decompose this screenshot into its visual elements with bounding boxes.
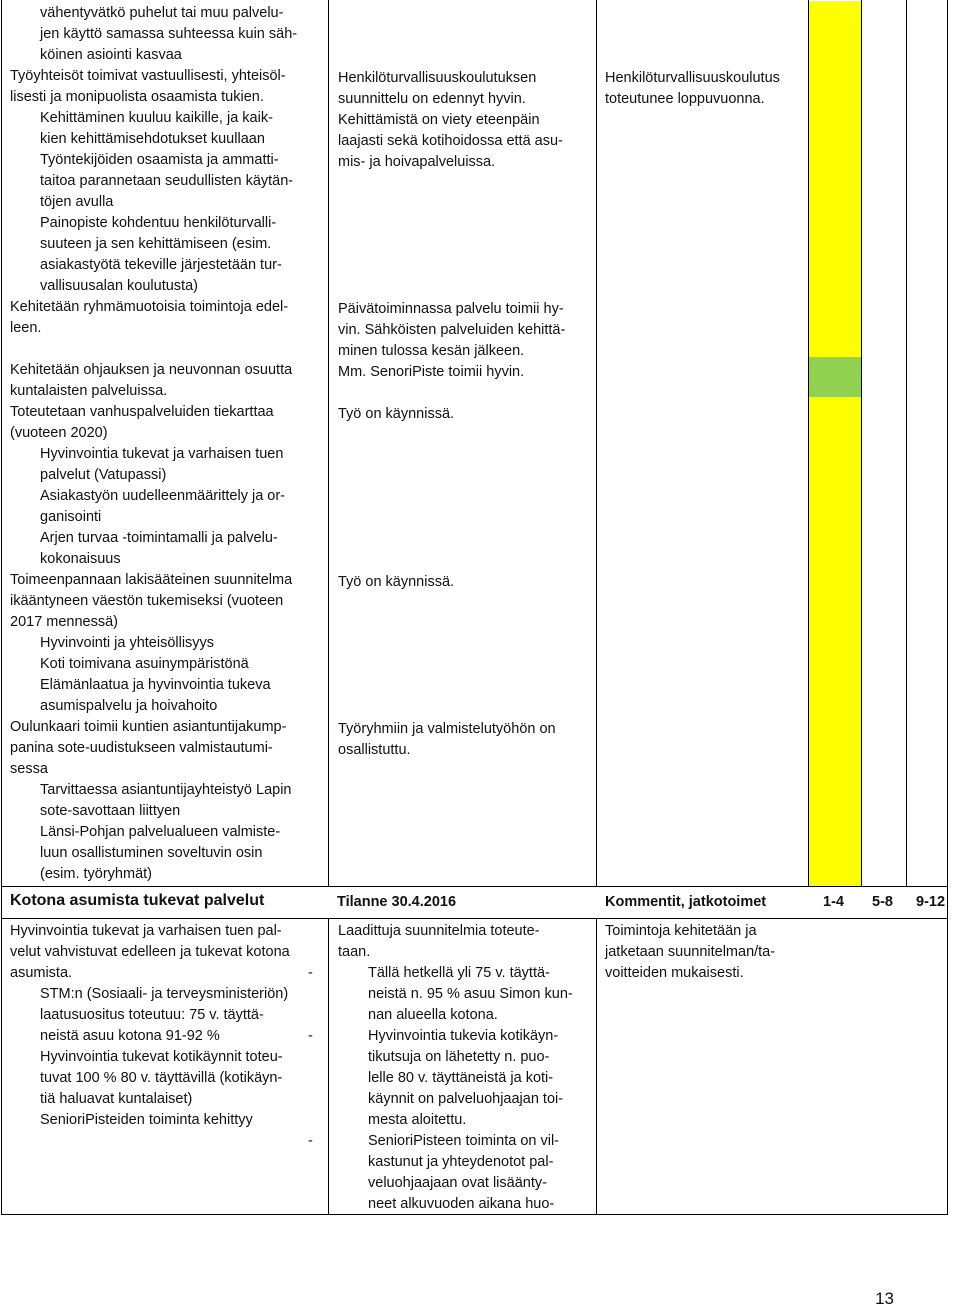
text-line: ganisointi: [40, 509, 102, 525]
table-border: [1, 886, 948, 887]
text-line: suuteen ja sen kehittämiseen (esim.: [40, 236, 272, 252]
text-line: (vuoteen 2020): [10, 425, 108, 441]
text-line: veluohjaajaan ovat lisäänty-: [368, 1175, 547, 1191]
text-line: - Hyvinvointia tukevat ja varhaisen tuen: [10, 444, 297, 465]
text-line: kastunut ja yhteydenotot pal-: [368, 1154, 554, 1170]
text-line: Oulunkaari toimii kuntien asiantuntijakump-: [10, 719, 287, 735]
text-line: taan.: [338, 944, 371, 960]
text-line: - Hyvinvointia tukevia kotikäyn-: [338, 1026, 573, 1047]
text-line: nan alueella kotona.: [368, 1007, 498, 1023]
table-border: [1, 0, 2, 1214]
text-line: mis- ja hoivapalveluissa.: [338, 154, 496, 170]
text-line: palvelut (Vatupassi): [40, 467, 167, 483]
status-cell-yellow: [809, 397, 861, 886]
text-line: jen käyttö samassa suhteessa kuin säh-: [40, 26, 298, 42]
text-line: laatusuositus toteutuu: 75 v. täyttä-: [40, 1007, 264, 1023]
table-border: [596, 918, 597, 1214]
text-line: lisesti ja monipuolista osaamista tukien.: [10, 89, 264, 105]
text-line: suunnittelu on edennyt hyvin.: [338, 91, 526, 107]
text-line: - Länsi-Pohjan palvelualueen valmiste-: [10, 822, 297, 843]
table-border: [861, 0, 862, 886]
goals-column: [10, 3, 297, 885]
text-block: [338, 68, 563, 173]
text-line: (esim. työryhmät): [40, 866, 152, 882]
table-border: [906, 0, 907, 886]
text-line: tikutsuja on lähetetty n. puo-: [368, 1049, 550, 1065]
table-border: [328, 918, 329, 1214]
text-line: - Tarvittaessa asiantuntijayhteistyö Lapin: [10, 780, 297, 801]
text-line: Mm. SenoriPiste toimii hyvin.: [338, 364, 525, 380]
text-line: lelle 80 v. täyttäneistä ja koti-: [368, 1070, 554, 1086]
text-line: jatketaan suunnitelman/ta-: [605, 944, 776, 960]
text-line: Kehitetään ohjauksen ja neuvonnan osuutta: [10, 362, 293, 378]
quarter-header-3: 9-12: [916, 894, 946, 910]
text-line: - Painopiste kohdentuu henkilöturvalli-: [10, 213, 297, 234]
status-column-lower: [338, 921, 573, 1215]
text-line: [10, 339, 297, 360]
text-block: [605, 68, 780, 110]
text-line: - Kehittäminen kuuluu kaikille, ja kaik-: [10, 108, 297, 129]
text-line: - Elämänlaatua ja hyvinvointia tukeva: [10, 675, 297, 696]
text-line: vähentyvätkö puhelut tai muu palvelu-: [40, 5, 284, 21]
text-block: [338, 404, 454, 425]
section-comments-header: Kommentit, jatkotoimet: [605, 894, 767, 910]
text-line: - Hyvinvointi ja yhteisöllisyys: [10, 633, 297, 654]
text-line: kien kehittämisehdotukset kuullaan: [40, 131, 265, 147]
text-line: kuntalaisten palveluissa.: [10, 383, 168, 399]
text-line: Kehitetään ryhmämuotoisia toimintoja edel-: [10, 299, 289, 315]
text-line: - Arjen turvaa -toimintamalli ja palvelu-: [10, 528, 297, 549]
text-line: vin. Sähköisten palveluiden kehittä-: [338, 322, 566, 338]
text-line: voitteiden mukaisesti.: [605, 965, 744, 981]
text-line: leen.: [10, 320, 42, 336]
table-border: [808, 0, 809, 886]
text-line: velut vahvistuvat edelleen ja tukevat kotona: [10, 944, 290, 960]
table-border: [1, 918, 948, 919]
text-line: töjen avulla: [40, 194, 114, 210]
text-line: Työ on käynnissä.: [338, 406, 455, 422]
text-line: Kehittämistä on viety eteenpäin: [338, 112, 540, 128]
text-line: - Tällä hetkellä yli 75 v. täyttä-: [338, 963, 573, 984]
text-line: ikääntyneen väestön tukemiseksi (vuoteen: [10, 593, 284, 609]
text-block: [338, 719, 556, 761]
text-line: 2017 mennessä): [10, 614, 119, 630]
text-line: vallisuusalan koulutusta): [40, 278, 198, 294]
text-line: - STM:n (Sosiaali- ja terveysministeriön): [10, 984, 290, 1005]
text-line: asumispalvelu ja hoivahoito: [40, 698, 218, 714]
text-line: neistä n. 95 % asuu Simon kun-: [368, 986, 573, 1002]
text-block: [338, 362, 524, 383]
text-line: neistä asuu kotona 91-92 %: [40, 1028, 220, 1044]
text-line: neet alkuvuoden aikana huo-: [368, 1196, 555, 1212]
text-line: kokonaisuus: [40, 551, 121, 567]
text-line: Henkilöturvallisuuskoulutus: [605, 70, 780, 86]
text-block: [338, 299, 565, 362]
comments-column-lower: [605, 921, 775, 984]
text-line: tuvat 100 % 80 v. täyttävillä (kotikäyn-: [40, 1070, 283, 1086]
text-line: asiakastyötä tekeville järjestetään tur-: [40, 257, 282, 273]
text-line: sote-savottaan liittyen: [40, 803, 181, 819]
text-line: - SenioriPisteiden toiminta kehittyy: [10, 1110, 290, 1131]
page-number: 13: [875, 1289, 894, 1308]
status-cell-yellow: [809, 1, 861, 357]
text-line: asumista.: [10, 965, 73, 981]
section-title: Kotona asumista tukevat palvelut: [10, 892, 265, 909]
text-line: toteutunee loppuvuonna.: [605, 91, 765, 107]
text-line: luun osallistuminen soveltuvin osin: [40, 845, 263, 861]
text-line: Toteutetaan vanhuspalveluiden tiekarttaa: [10, 404, 274, 420]
text-line: Työ on käynnissä.: [338, 574, 455, 590]
text-line: laajasti sekä kotihoidossa että asu-: [338, 133, 563, 149]
text-line: Henkilöturvallisuuskoulutuksen: [338, 70, 537, 86]
text-block: [338, 572, 454, 593]
text-line: minen tulossa kesän jälkeen.: [338, 343, 525, 359]
quarter-header-1: 1-4: [823, 894, 844, 910]
text-line: tiä haluavat kuntalaiset): [40, 1091, 193, 1107]
text-line: Toimintoja kehitetään ja: [605, 923, 757, 939]
quarter-header-2: 5-8: [872, 894, 893, 910]
text-line: Työyhteisöt toimivat vastuullisesti, yhteisöl-: [10, 68, 286, 84]
goals-column-lower: [10, 921, 290, 1131]
text-line: osallistuttu.: [338, 742, 411, 758]
text-line: - Koti toimivana asuinympäristönä: [10, 654, 297, 675]
text-line: köinen asiointi kasvaa: [40, 47, 182, 63]
text-line: panina sote-uudistukseen valmistautumi-: [10, 740, 273, 756]
text-line: Päivätoiminnassa palvelu toimii hy-: [338, 301, 564, 317]
text-line: Toimeenpannaan lakisääteinen suunnitelma: [10, 572, 293, 588]
text-line: - SenioriPisteen toiminta on vil-: [338, 1131, 573, 1152]
table-border: [596, 0, 597, 886]
text-line: taitoa parannetaan seudullisten käytän-: [40, 173, 294, 189]
text-line: käynnit on palveluohjaajan toi-: [368, 1091, 564, 1107]
text-line: - Työntekijöiden osaamista ja ammatti-: [10, 150, 297, 171]
section-status-header: Tilanne 30.4.2016: [337, 894, 457, 910]
status-cell-green: [809, 357, 861, 397]
text-line: Laadittuja suunnitelmia toteute-: [338, 923, 540, 939]
text-line: Hyvinvointia tukevat ja varhaisen tuen pal-: [10, 923, 282, 939]
table-border: [947, 0, 948, 1214]
text-line: - Asiakastyön uudelleenmäärittely ja or-: [10, 486, 297, 507]
text-line: sessa: [10, 761, 48, 777]
text-line: mesta aloitettu.: [368, 1112, 467, 1128]
text-line: Työryhmiin ja valmistelutyöhön on: [338, 721, 556, 737]
text-line: - Hyvinvointia tukevat kotikäynnit toteu-: [10, 1047, 290, 1068]
table-border: [328, 0, 329, 886]
